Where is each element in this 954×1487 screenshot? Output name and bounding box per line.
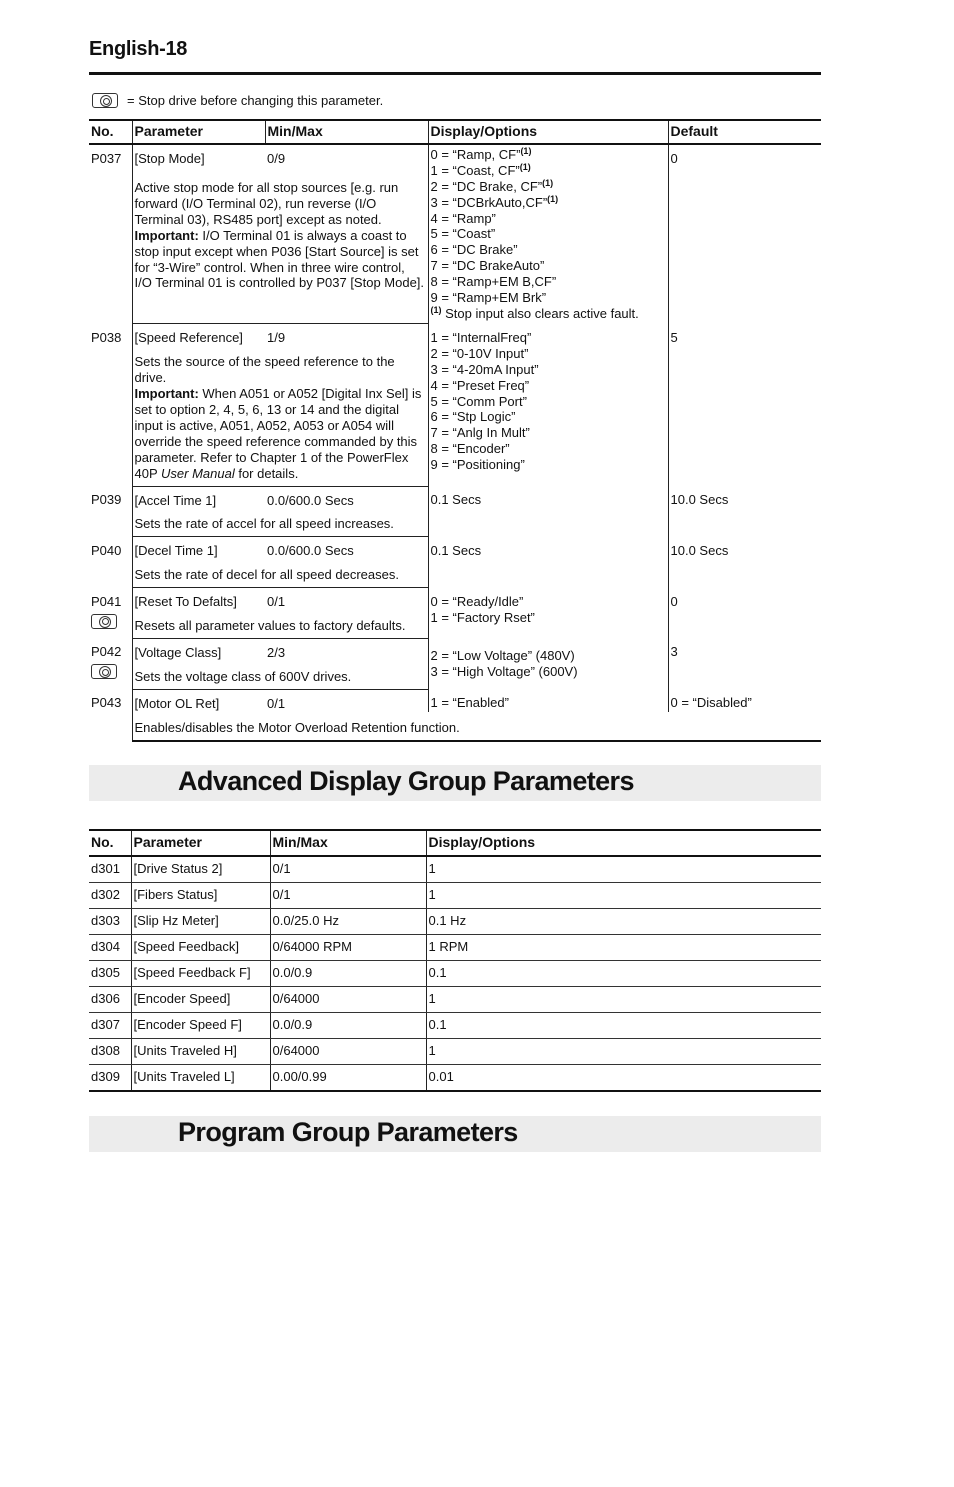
legend-text: = Stop drive before changing this parameter.: [127, 93, 384, 108]
table-header-row: [89, 830, 821, 856]
param-name: [Encoder Speed F]: [131, 1012, 270, 1038]
param-minmax: 0/1: [267, 594, 286, 610]
table-row: [89, 144, 821, 172]
param-description: Enables/disables the Motor Overload Retention function.: [132, 712, 821, 741]
col-header-minmax: Min/Max: [265, 120, 428, 144]
table-row: [89, 1012, 821, 1038]
param-name: [Voltage Class]: [132, 638, 265, 660]
table-row: [89, 638, 821, 660]
param-display: 0.1 Secs: [428, 537, 668, 588]
table-row: [89, 486, 821, 508]
param-options: 0 = “Ready/Idle” 1 = “Factory Rset”: [428, 588, 668, 639]
param-name: [Units Traveled L]: [131, 1064, 270, 1091]
table-row: [89, 934, 821, 960]
param-minmax: 0/64000 RPM: [270, 934, 426, 960]
param-minmax: 2/3: [267, 644, 286, 660]
stop-drive-icon: [91, 614, 117, 629]
param-minmax: 0/64000: [270, 1038, 426, 1064]
param-display: 1: [426, 1038, 821, 1064]
table-row: [89, 1064, 821, 1091]
param-display: 0.01: [426, 1064, 821, 1091]
table-header-row: [89, 120, 821, 144]
param-no: P042: [91, 644, 122, 660]
param-name: [Motor OL Ret]: [132, 689, 265, 711]
param-description: Resets all parameter values to factory defaults.: [132, 610, 428, 638]
param-no: d305: [89, 960, 131, 986]
param-no: P043: [91, 695, 122, 711]
param-name: [Reset To Defalts]: [132, 588, 265, 610]
section-title-advanced: Advanced Display Group Parameters: [178, 766, 634, 796]
param-minmax: 0/1: [267, 695, 286, 711]
table-row: [89, 588, 821, 610]
header-rule: [89, 72, 821, 75]
param-no: P041: [91, 593, 122, 609]
param-name: [Speed Reference]: [132, 324, 265, 346]
param-options: 2 = “Low Voltage” (480V) 3 = “High Voltage” (600V): [428, 638, 668, 689]
param-description: Sets the source of the speed reference to the drive. Important: When A051 or A052 [Digital Inx Sel] is set to option 2, 4, 5, 6, 13 or 14 and the digital input is active, A051, A052, A053 or A054 will override the speed reference commanded by this parameter. Refer to Chapter 1 of the PowerFlex 40P User Manual for details.: [132, 346, 428, 486]
param-no: d304: [89, 934, 131, 960]
param-minmax: 1/9: [267, 330, 286, 346]
param-default: 3: [668, 638, 821, 689]
table-row: [89, 856, 821, 883]
param-no: P038: [91, 329, 122, 345]
param-minmax: 0.0/0.9: [270, 1012, 426, 1038]
param-minmax: 0.0/0.9: [270, 960, 426, 986]
param-display: 0.1 Hz: [426, 908, 821, 934]
param-minmax: 0/9: [267, 150, 286, 166]
param-minmax: 0.0/25.0 Hz: [270, 908, 426, 934]
table-row: [89, 882, 821, 908]
param-default: 0: [668, 588, 821, 639]
param-name: [Speed Feedback F]: [131, 960, 270, 986]
param-no-cell: [89, 588, 132, 639]
param-name: [Units Traveled H]: [131, 1038, 270, 1064]
param-no: P037: [91, 150, 122, 166]
param-display: 1: [426, 882, 821, 908]
col-header-parameter: Parameter: [131, 830, 270, 856]
param-minmax: 0/64000: [270, 986, 426, 1012]
param-name: [Slip Hz Meter]: [131, 908, 270, 934]
param-options: 0 = “Ramp, CF”$^{(1)}$ 1 = “Coast, CF”$^{(1)}$ 2 = “DC Brake, CF”$^{(1)}$ 3 = “DCBrkAuto,CF”$^{(1)}$ 4 = “Ramp” 5 = “Coast” 6 = “DC Brake” 7 = “DC BrakeAuto” 8 = “Ramp+EM B,CF” 9 = “Ramp+EM Brk” $^{(1)}$ Stop input also clears active fault.: [428, 144, 668, 324]
col-header-no: No.: [89, 120, 132, 144]
col-header-no: No.: [89, 830, 131, 856]
param-name: [Accel Time 1]: [132, 486, 265, 508]
legend: [92, 93, 383, 108]
param-minmax: 0/1: [270, 856, 426, 883]
table-row: [89, 908, 821, 934]
table-row: [89, 689, 821, 711]
param-no: d302: [89, 882, 131, 908]
param-no: d307: [89, 1012, 131, 1038]
param-name: [Drive Status 2]: [131, 856, 270, 883]
param-no: P039: [91, 492, 122, 508]
col-header-default: Default: [668, 120, 821, 144]
param-display: 0.1 Secs: [428, 486, 668, 537]
param-description: Sets the rate of decel for all speed decreases.: [132, 559, 428, 587]
param-display: 1: [426, 856, 821, 883]
col-header-display: Display/Options: [428, 120, 668, 144]
param-display: 0.1: [426, 960, 821, 986]
param-description: Sets the rate of accel for all speed increases.: [132, 508, 428, 536]
param-description: Active stop mode for all stop sources [e.g. run forward (I/O Terminal 02), run reverse (I/O Terminal 03), RS485 port] except as noted. Important: I/O Terminal 01 is always a coast to stop input except when P036 [Start Source] is set for “3-Wire” control. When in three wire control, I/O Terminal 01 is controlled by P037 [Stop Mode].: [132, 172, 428, 324]
param-description: Sets the voltage class of 600V drives.: [132, 661, 428, 689]
param-default: 10.0 Secs: [668, 537, 821, 588]
param-default: 10.0 Secs: [668, 486, 821, 537]
param-display: 0.1: [426, 1012, 821, 1038]
table-row: [89, 1038, 821, 1064]
advanced-display-table: [89, 829, 821, 1092]
param-minmax: 0/1: [270, 882, 426, 908]
param-display: 1 = “Enabled”: [428, 689, 668, 711]
stop-drive-icon: [91, 664, 117, 679]
table-row: [89, 537, 821, 559]
param-name: [Fibers Status]: [131, 882, 270, 908]
parameter-table: [89, 119, 821, 742]
param-default: 0: [668, 144, 821, 324]
param-default: 0 = “Disabled”: [668, 689, 821, 711]
param-display: 1 RPM: [426, 934, 821, 960]
param-name: [Decel Time 1]: [132, 537, 265, 559]
param-no: d309: [89, 1064, 131, 1091]
param-no: d306: [89, 986, 131, 1012]
param-no: d308: [89, 1038, 131, 1064]
footnote: $^{(1)}$ Stop input also clears active fault.: [430, 304, 639, 321]
param-name: [Encoder Speed]: [131, 986, 270, 1012]
section-title-program: Program Group Parameters: [178, 1117, 518, 1147]
table-row-description: [89, 712, 821, 741]
param-no: d301: [89, 856, 131, 883]
param-minmax: 0.0/600.0 Secs: [267, 543, 354, 559]
param-name: [Speed Feedback]: [131, 934, 270, 960]
col-header-minmax: Min/Max: [270, 830, 426, 856]
param-no: P040: [91, 542, 122, 558]
param-minmax: 0.0/600.0 Secs: [267, 492, 354, 508]
table-row: [89, 986, 821, 1012]
col-header-parameter: Parameter: [132, 120, 265, 144]
param-no: d303: [89, 908, 131, 934]
param-minmax: 0.00/0.99: [270, 1064, 426, 1091]
stop-drive-icon: [92, 93, 118, 108]
param-name: [Stop Mode]: [132, 144, 265, 172]
col-header-display: Display/Options: [426, 830, 821, 856]
param-options: 1 = “InternalFreq” 2 = “0-10V Input” 3 = “4-20mA Input” 4 = “Preset Freq” 5 = “Comm Port” 6 = “Stp Logic” 7 = “Anlg In Mult” 8 = “Encoder” 9 = “Positioning”: [428, 324, 668, 486]
table-row: [89, 960, 821, 986]
table-row: [89, 324, 821, 346]
param-no-cell: [89, 638, 132, 689]
page-header: English-18: [89, 38, 188, 60]
param-default: 5: [668, 324, 821, 486]
param-display: 1: [426, 986, 821, 1012]
